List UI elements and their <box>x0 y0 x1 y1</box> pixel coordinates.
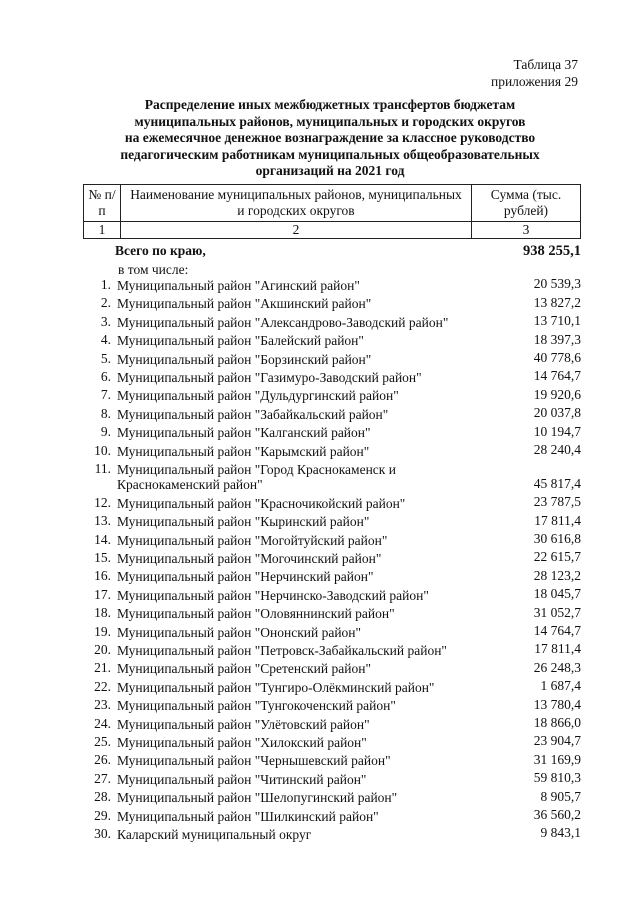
row-name: Муниципальный район "Чернышевский район" <box>117 753 391 769</box>
row-number: 2. <box>100 295 111 311</box>
row-number: 5. <box>100 350 111 366</box>
row-name: Муниципальный район "Красночикойский район" <box>117 495 406 511</box>
row-number: 3. <box>100 313 111 329</box>
row-name: Муниципальный район "Акшинский район" <box>117 296 372 312</box>
row-name: Муниципальный район "Забайкальский район" <box>117 406 389 422</box>
row-number: 10. <box>94 442 111 458</box>
table-row <box>83 586 581 604</box>
row-value: 22 615,7 <box>533 549 581 565</box>
table-row <box>83 770 581 788</box>
row-number: 1. <box>100 277 111 292</box>
title-line: муниципальных районов, муниципальных и городских округов <box>134 113 526 129</box>
row-name: Муниципальный район "Шелопугинский район" <box>117 790 398 806</box>
row-number: 27. <box>94 770 111 786</box>
row-name: Муниципальный район "Сретенский район" <box>117 661 371 677</box>
table-row <box>83 733 581 751</box>
header-amount: Сумма (тыс. рублей) <box>472 185 581 222</box>
table-row <box>83 567 581 585</box>
row-name: Муниципальный район "Нерчинский район" <box>117 569 374 585</box>
row-name: Каларский муниципальный округ <box>117 826 312 842</box>
row-name: Муниципальный район "Ононский район" <box>117 624 362 640</box>
header-name: Наименование муниципальных районов, муниципальных и городских округов <box>121 185 472 222</box>
row-value: 9 843,1 <box>540 825 581 841</box>
row-number: 20. <box>94 642 111 658</box>
row-name: Муниципальный район "Хилокский район" <box>117 734 367 750</box>
row-name: Муниципальный район "Тунгиро-Олёкминский район" <box>117 679 435 695</box>
row-value: 45 817,4 <box>533 475 581 491</box>
row-value: 23 787,5 <box>533 494 581 510</box>
table-row <box>83 442 581 460</box>
table-row <box>83 604 581 622</box>
row-name: Муниципальный район "Газимуро-Заводский район" <box>117 369 422 385</box>
row-name: Муниципальный район "Тунгокоченский район" <box>117 698 396 714</box>
row-value: 23 904,7 <box>533 733 581 749</box>
row-name: Муниципальный район "Оловяннинский район" <box>117 606 395 622</box>
row-value: 26 248,3 <box>533 659 581 675</box>
table-row <box>83 276 581 294</box>
table-row <box>83 715 581 733</box>
document-title <box>95 97 565 180</box>
table-row <box>83 460 581 494</box>
row-value: 28 123,2 <box>533 567 581 583</box>
row-value: 10 194,7 <box>533 423 581 439</box>
table-row <box>83 494 581 512</box>
title-line: Распределение иных межбюджетных трансфертов бюджетам <box>144 97 516 112</box>
row-number: 15. <box>94 550 111 566</box>
table-row <box>83 423 581 441</box>
row-value: 13 710,1 <box>533 313 581 329</box>
row-value: 31 169,9 <box>533 751 581 767</box>
column-index: 2 <box>121 222 472 239</box>
row-value: 14 764,7 <box>533 623 581 639</box>
row-name: Муниципальный район "Могочинский район" <box>117 551 382 567</box>
row-name: Муниципальный район "Читинский район" <box>117 771 367 787</box>
row-number: 13. <box>94 513 111 529</box>
row-number: 12. <box>94 494 111 510</box>
table-header <box>83 184 581 239</box>
row-value: 30 616,8 <box>533 531 581 547</box>
row-number: 24. <box>94 715 111 731</box>
row-name: Муниципальный район "Балейский район" <box>117 333 364 349</box>
row-value: 36 560,2 <box>533 806 581 822</box>
header-number: № п/п <box>84 185 121 222</box>
table-row <box>83 512 581 530</box>
row-number: 19. <box>94 623 111 639</box>
row-number: 4. <box>100 332 111 348</box>
row-value: 17 811,4 <box>534 641 581 657</box>
row-name: Муниципальный район "Петровск-Забайкальский район" <box>117 643 447 659</box>
table-row <box>83 294 581 312</box>
row-name: Муниципальный район "Калганский район" <box>117 425 371 441</box>
row-number: 7. <box>100 387 111 403</box>
row-number: 23. <box>94 697 111 713</box>
table-row <box>83 313 581 331</box>
row-name: Муниципальный район "Нерчинско-Заводский район" <box>117 587 429 603</box>
row-number: 21. <box>94 660 111 676</box>
row-name: Муниципальный район "Кыринский район" <box>117 514 370 530</box>
row-number: 26. <box>94 752 111 768</box>
row-value: 59 810,3 <box>533 770 581 786</box>
row-number: 25. <box>94 733 111 749</box>
table-row <box>83 807 581 825</box>
table-row <box>83 788 581 806</box>
row-number: 14. <box>94 531 111 547</box>
table-row <box>83 350 581 368</box>
table-row <box>83 405 581 423</box>
row-value: 20 037,8 <box>533 405 581 421</box>
row-name: Муниципальный район "Улётовский район" <box>117 716 370 732</box>
row-value: 31 052,7 <box>533 604 581 620</box>
row-name: Муниципальный район "Борзинский район" <box>117 351 372 367</box>
row-number: 22. <box>94 678 111 694</box>
row-value: 13 780,4 <box>533 696 581 712</box>
row-name: Муниципальный район "Агинский район" <box>117 278 360 293</box>
row-number: 18. <box>94 605 111 621</box>
table-row <box>83 331 581 349</box>
table-caption <box>491 56 578 90</box>
row-number: 17. <box>94 586 111 602</box>
total-label: Всего по краю, <box>115 243 206 258</box>
table-row <box>83 623 581 641</box>
column-index: 3 <box>472 222 581 239</box>
table-row <box>83 696 581 714</box>
row-name: Муниципальный район "Шилкинский район" <box>117 808 379 824</box>
table-row <box>83 678 581 696</box>
table-row <box>83 641 581 659</box>
title-line: на ежемесячное денежное вознаграждение за классное руководство <box>124 130 536 145</box>
table-row <box>83 386 581 404</box>
row-number: 11. <box>94 460 111 476</box>
title-line: педагогическим работникам муниципальных общеобразовательных <box>120 146 540 162</box>
row-value: 8 905,7 <box>540 788 581 804</box>
rows-list <box>83 276 581 843</box>
table-row <box>83 659 581 677</box>
row-number: 30. <box>94 825 111 841</box>
row-number: 28. <box>94 789 111 805</box>
table-row <box>83 531 581 549</box>
row-number: 9. <box>100 424 111 440</box>
row-value: 40 778,6 <box>533 349 581 365</box>
row-name: Муниципальный район "Город Краснокаменск и Краснокаменский район" <box>117 461 396 492</box>
row-value: 17 811,4 <box>534 512 581 528</box>
total-amount: 938 255,1 <box>523 243 581 259</box>
row-value: 14 764,7 <box>533 368 581 384</box>
table-row <box>83 368 581 386</box>
row-number: 8. <box>100 405 111 421</box>
table-number: Таблица 37 <box>513 57 578 72</box>
subtotal-note: в том числе: <box>118 262 189 277</box>
row-value: 28 240,4 <box>533 441 581 457</box>
row-name: Муниципальный район "Карымский район" <box>117 443 370 459</box>
row-value: 18 866,0 <box>533 714 581 730</box>
row-value: 18 045,7 <box>533 586 581 602</box>
appendix-number: приложения 29 <box>490 74 578 89</box>
row-value: 20 539,3 <box>533 276 581 292</box>
row-value: 1 687,4 <box>540 678 581 694</box>
table-row <box>83 825 581 843</box>
row-value: 18 397,3 <box>533 331 581 347</box>
column-index: 1 <box>84 222 121 239</box>
row-number: 16. <box>94 568 111 584</box>
row-value: 13 827,2 <box>533 294 581 310</box>
row-number: 6. <box>100 368 111 384</box>
row-name: Муниципальный район "Могойтуйский район" <box>117 532 388 548</box>
title-line: организаций на 2021 год <box>255 163 405 178</box>
row-name: Муниципальный район "Дульдургинский район" <box>117 388 399 404</box>
row-value: 19 920,6 <box>533 386 581 402</box>
total-row <box>115 243 581 259</box>
table-row <box>83 751 581 769</box>
row-number: 29. <box>94 807 111 823</box>
row-name: Муниципальный район "Александрово-Заводский район" <box>117 314 449 330</box>
table-row <box>83 549 581 567</box>
